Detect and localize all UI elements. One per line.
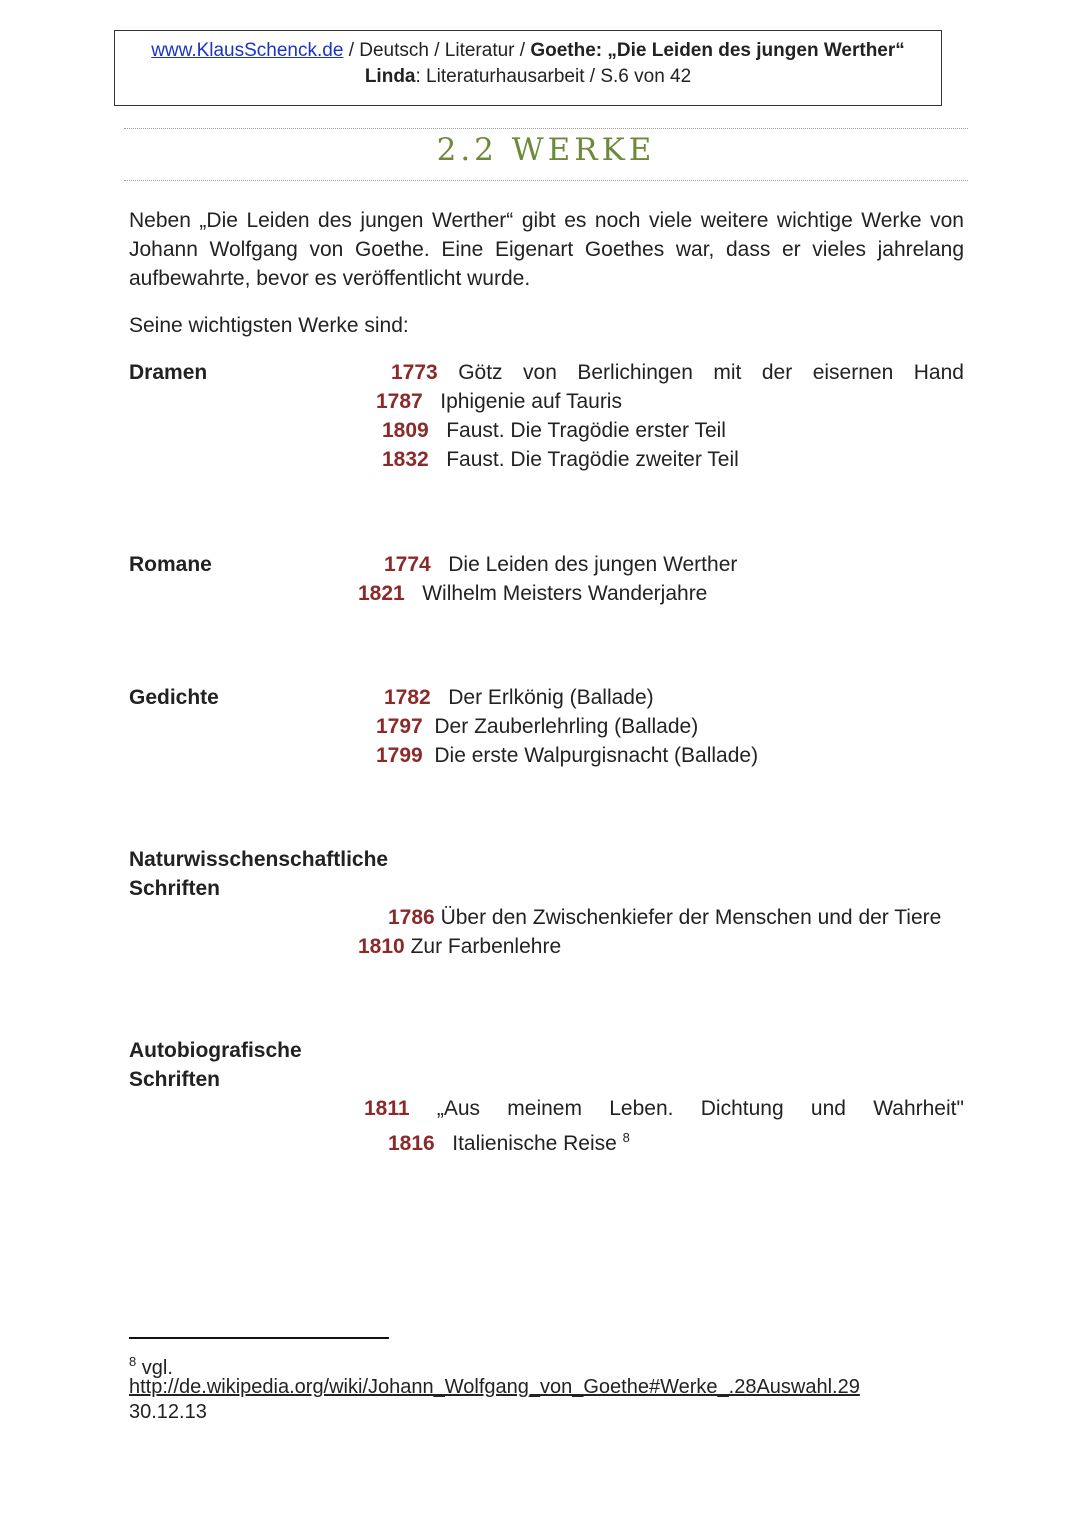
work-word: Dichtung [700, 1097, 784, 1120]
intro-paragraph: Neben „Die Leiden des jungen Werther“ gibt es noch viele weitere wichtige Werke von Johann Wolfgang von Goethe. Eine Eigenart Goethes war, dass er vieles jahrelang aufbewahrte, bevor es veröffentlicht wurde. [129, 209, 964, 290]
work-title: Faust. Die Tragödie erster Teil [446, 419, 726, 442]
work-item [358, 579, 707, 608]
footnote-separator [129, 1337, 389, 1339]
work-item [358, 932, 561, 961]
work-word: Götz [458, 361, 503, 384]
work-item [388, 1123, 630, 1158]
work-item [384, 683, 654, 712]
work-title: Die erste Walpurgisnacht (Ballade) [434, 744, 759, 767]
work-item [376, 741, 758, 770]
work-year: 1786 [388, 906, 435, 929]
work-year: 1816 [388, 1132, 435, 1155]
title-rule-bottom [124, 180, 968, 181]
footnote-ref[interactable]: 8 [622, 1130, 630, 1145]
category-romane: Romane [129, 553, 212, 576]
work-year: 1773 [391, 361, 438, 384]
work-item [388, 903, 941, 932]
title-rule-top [124, 128, 968, 129]
work-title: Wilhelm Meisters Wanderjahre [422, 582, 708, 605]
page-header [114, 30, 942, 106]
work-title: Über den Zwischenkiefer der Menschen und der Tiere [440, 906, 942, 929]
work-word: der [761, 361, 793, 384]
category-autobio-line2: Schriften [129, 1068, 221, 1091]
work-title: Der Zauberlehrling (Ballade) [434, 715, 699, 738]
work-title: Faust. Die Tragödie zweiter Teil [446, 448, 739, 471]
footnote-link-line [129, 1375, 860, 1400]
work-year: 1782 [384, 686, 431, 709]
work-title: Iphigenie auf Tauris [440, 390, 622, 413]
work-word: von [523, 361, 557, 384]
work-word: meinem [507, 1097, 582, 1120]
work-year: 1797 [376, 715, 423, 738]
work-item [376, 712, 698, 741]
work-item [382, 416, 726, 445]
work-item [376, 387, 622, 416]
footnote-text: vgl. [136, 1357, 173, 1379]
work-title: Die Leiden des jungen Werther [448, 553, 738, 576]
work-word: Wahrheit" [873, 1097, 964, 1120]
site-link[interactable]: www.KlausSchenck.de [151, 40, 344, 61]
category-autobio-line1: Autobiografische [129, 1039, 302, 1062]
work-word: Hand [913, 361, 964, 384]
work-year: 1811 [364, 1097, 410, 1120]
work-word: eisernen [812, 361, 894, 384]
section-title: 2.2 WERKE [436, 132, 656, 168]
header-path: / Deutsch / Literatur / [343, 40, 531, 61]
work-item [382, 445, 739, 474]
work-title: Zur Farbenlehre [410, 935, 562, 958]
work-item [391, 358, 964, 387]
work-year: 1832 [382, 448, 429, 471]
footnote-date: 30.12.13 [129, 1401, 207, 1423]
category-dramen: Dramen [129, 361, 208, 384]
work-year: 1809 [382, 419, 429, 442]
footnote-link[interactable]: http://de.wikipedia.org/wiki/Johann_Wolfgang_von_Goethe#Werke_.28Auswahl.29 [129, 1376, 860, 1398]
work-word: Leben. [609, 1097, 674, 1120]
header-line-2 [115, 64, 941, 90]
header-title: Goethe: „Die Leiden des jungen Werther“ [530, 40, 905, 61]
work-item [364, 1094, 964, 1123]
header-line-1 [115, 38, 941, 64]
work-year: 1810 [358, 935, 405, 958]
work-word: „Aus [436, 1097, 481, 1120]
header-author: Linda [364, 66, 416, 87]
category-natur-line1: Naturwisschenschaftliche [129, 848, 389, 871]
work-word: und [810, 1097, 846, 1120]
work-word: Berlichingen [577, 361, 693, 384]
work-year: 1799 [376, 744, 423, 767]
intro-lead: Seine wichtigsten Werke sind: [129, 314, 409, 337]
header-page-info: : Literaturhausarbeit / S.6 von 42 [415, 66, 692, 87]
footnote-number: 8 [129, 1354, 137, 1369]
work-item [384, 550, 737, 579]
work-year: 1774 [384, 553, 431, 576]
category-gedichte: Gedichte [129, 686, 219, 709]
work-title: Der Erlkönig (Ballade) [448, 686, 654, 709]
work-word: mit [713, 361, 742, 384]
work-title: Italienische Reise [452, 1132, 617, 1155]
work-year: 1787 [376, 390, 423, 413]
category-natur-line2: Schriften [129, 877, 221, 900]
work-year: 1821 [358, 582, 405, 605]
